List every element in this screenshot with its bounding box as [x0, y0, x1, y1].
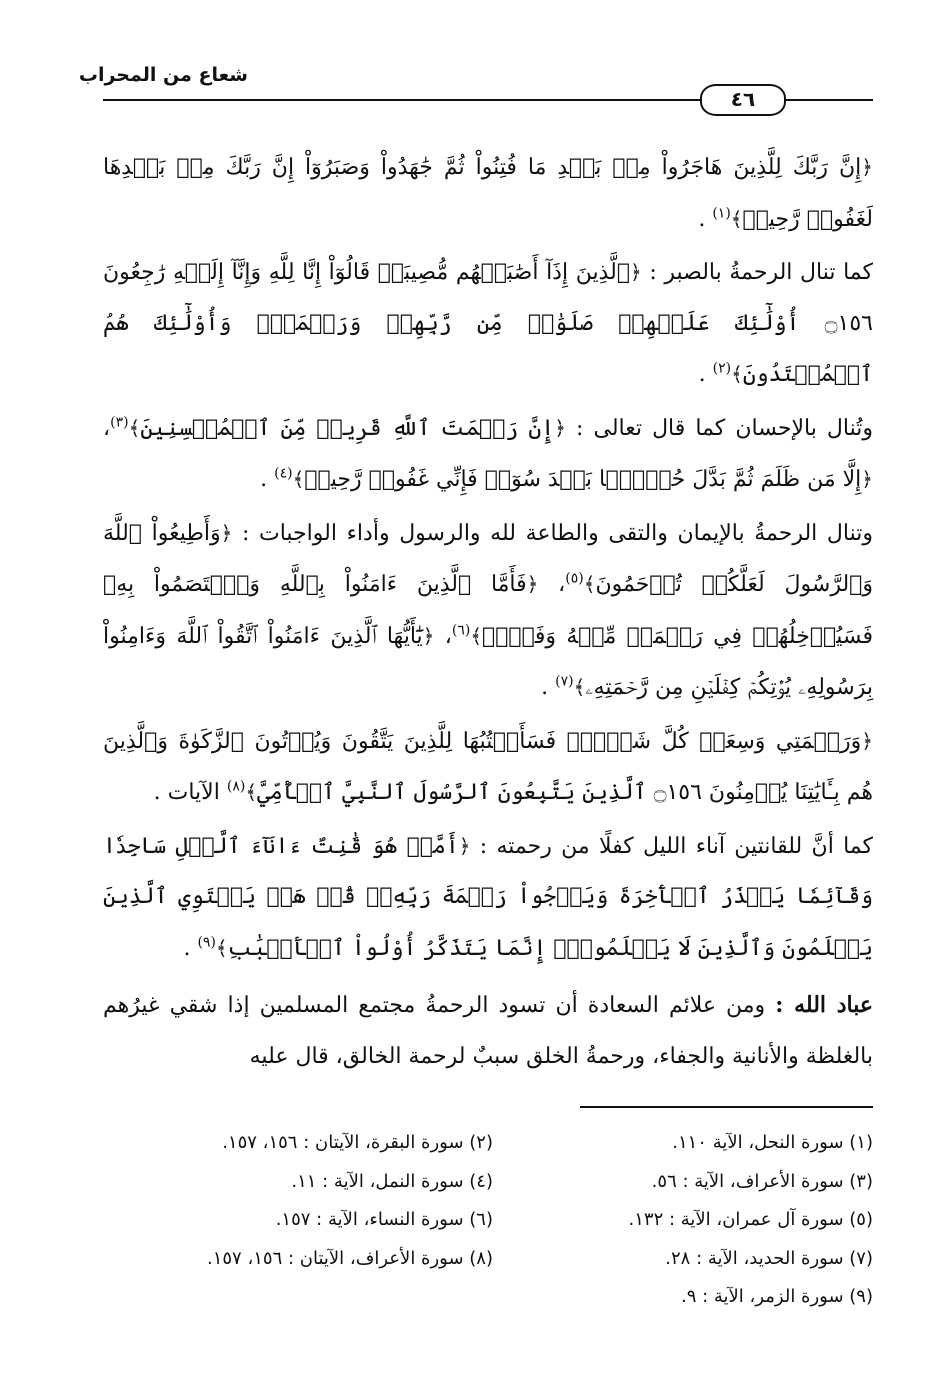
quran-close-bracket: ﴾: [470, 623, 483, 648]
paragraph-4: [103, 508, 873, 714]
footnotes-odd-column: [543, 1124, 873, 1317]
ayah-number-mark: ۝١٥٦: [653, 780, 702, 805]
sentence-end: .: [698, 362, 706, 387]
quran-open-bracket: ﴿: [422, 623, 435, 648]
footnote-ref: (٨): [226, 778, 246, 795]
quran-close-bracket: ﴾: [731, 362, 743, 386]
trailing-text: الآيات .: [153, 780, 220, 805]
lead-text: كما أنَّ للقانتين آناء الليل كفلًا من رحمته :: [479, 833, 873, 859]
footnote-divider: [580, 1106, 873, 1108]
quran-verse: أُوْلَٰٓئِكَ عَلَيۡهِمۡ صَلَوَٰتٞ مِّن رَّبِّهِمۡ وَرَحۡمَةٞۖ وَأُوْلَٰٓئِكَ هُمُ ٱلۡمُهۡتَدُونَ: [103, 310, 873, 387]
running-title: شعاع من المحراب: [78, 64, 248, 86]
footnote-item: (٨) سورة الأعراف، الآيتان : ١٥٦، ١٥٧.: [206, 1247, 493, 1269]
footnote-ref: (٣): [110, 414, 129, 431]
footnote-item: (٩) سورة الزمر، الآية : ٩.: [680, 1286, 873, 1307]
footnote-item: (٥) سورة آل عمران، الآية : ١٣٢.: [628, 1209, 873, 1230]
quran-verse: وَأَطِيعُواْ ٱللَّهَ وَٱلرَّسُولَ لَعَلَّكُمۡ تُرۡحَمُونَ: [103, 520, 873, 597]
footnote-item: (٦) سورة النساء، الآية : ١٥٧.: [275, 1209, 493, 1230]
quran-verse: إِنَّ رَبَّكَ لِلَّذِينَ هَاجَرُواْ مِنۢ بَعۡدِ مَا فُتِنُواْ ثُمَّ جَٰهَدُواْ وَصَبَرُوٓاْ إِنَّ رَبَّكَ مِنۢ بَعۡدِهَا لَغَفُورٞ رَّحِيمٞ: [103, 155, 873, 232]
lead-text: كما تنال الرحمةُ بالصبر :: [649, 260, 873, 285]
sentence-end: .: [698, 206, 706, 232]
paragraph-5: [103, 716, 873, 819]
ayah-number-mark: ۝١٥٦: [824, 310, 873, 336]
lead-text: وتُنال بالإحسان كما قال تعالى :: [576, 415, 873, 441]
quran-open-bracket: ﴿: [458, 833, 471, 858]
paragraph-6: [103, 821, 873, 975]
quran-close-bracket: ﴾: [573, 675, 586, 699]
quran-open-bracket: ﴿: [630, 260, 642, 284]
quran-close-bracket: ﴾: [215, 935, 228, 960]
quran-close-bracket: ﴾: [730, 206, 743, 231]
footnotes-even-column: [103, 1124, 493, 1278]
quran-open-bracket: ﴿: [861, 728, 873, 753]
footnote-ref: (٦): [451, 622, 471, 639]
footnote-ref: (٤): [274, 465, 293, 482]
separator: ،: [103, 415, 111, 441]
quran-open-bracket: ﴿: [220, 520, 233, 545]
footnote-item: (١) سورة النحل، الآية ١١٠.: [672, 1132, 873, 1153]
paragraph-2: [103, 247, 873, 401]
footnote-ref: (٥): [565, 570, 584, 587]
quran-verse: وَرَحۡمَتِي وَسِعَتۡ كُلَّ شَيۡءٖۚ فَسَأَكۡتُبُهَا لِلَّذِينَ يَتَّقُونَ وَيُؤۡتُونَ ٱلزَّكَوٰةَ وَٱلَّذِينَ هُم بِـَٔايَٰتِنَا يُؤۡمِنُونَ: [103, 728, 873, 805]
footnote-item: (٧) سورة الحديد، الآية : ٢٨.: [665, 1247, 873, 1269]
footnote-ref: (٢): [712, 360, 732, 377]
quran-verse: ٱلَّذِينَ إِذَآ أَصَٰبَتۡهُم مُّصِيبَةٞ قَالُوٓاْ إِنَّا لِلَّهِ وَإِنَّآ إِلَيۡهِ رَٰجِعُونَ: [103, 260, 631, 285]
quran-open-bracket: ﴿: [526, 572, 539, 596]
quran-verse: أَمَّنۡ هُوَ قَٰنِتٌ ءَانَآءَ ٱلَّيۡلِ سَاجِدٗا وَقَآئِمٗا يَحۡذَرُ ٱلۡأٓخِرَةَ وَيَرۡجُواْ رَحۡمَةَ رَبِّهِۦۗ قُلۡ هَلۡ يَسۡتَوِي ٱلَّذِينَ يَعۡلَمُونَ وَٱلَّذِينَ لَا يَعۡلَمُونَۗ إِنَّمَا يَتَذَكَّرُ أُوْلُواْ ٱلۡأَلۡبَٰبِ: [103, 833, 873, 961]
footnote-item: (٤) سورة النمل، الآية : ١١.: [291, 1170, 493, 1192]
quran-close-bracket: ﴾: [245, 780, 258, 804]
quran-verse: إِلَّا مَن ظَلَمَ ثُمَّ بَدَّلَ حُسۡنَۢا بَعۡدَ سُوٓءٖ فَإِنِّي غَفُورٞ رَّحِيمٞ: [304, 467, 862, 492]
paragraph-1: [103, 142, 873, 245]
separator: ،: [558, 572, 566, 597]
sentence-end: .: [183, 935, 191, 961]
footnote-ref: (٧): [555, 673, 574, 690]
quran-open-bracket: ﴿: [861, 467, 873, 491]
separator: ،: [444, 623, 452, 649]
quran-open-bracket: ﴿: [554, 415, 566, 440]
sentence-end: .: [541, 675, 549, 700]
paragraph-3: [103, 403, 873, 506]
quran-verse: ٱلَّذِينَ يَتَّبِعُونَ ٱلرَّسُولَ ٱلنَّبِيَّ ٱلۡأُمِّيَّ: [257, 780, 647, 805]
paragraph-7: [103, 980, 873, 1082]
main-text: [103, 142, 873, 1082]
quran-close-bracket: ﴾: [292, 467, 305, 491]
footnote-item: (٣) سورة الأعراف، الآية : ٥٦.: [651, 1170, 873, 1192]
quran-open-bracket: ﴿: [861, 155, 873, 179]
sentence-end: .: [260, 467, 268, 492]
quran-verse: يَٰٓأَيُّهَا ٱلَّذِينَ ءَامَنُواْ ٱتَّقُواْ ٱللَّهَ وَءَامِنُواْ بِرَسُولِهِۦ يُؤۡتِكُمۡ كِفۡلَيۡنِ مِن رَّحۡمَتِهِۦ: [103, 623, 873, 700]
footnote-ref: (٩): [197, 934, 216, 951]
footnote-item: (٢) سورة البقرة، الآيتان : ١٥٦، ١٥٧.: [222, 1132, 493, 1153]
quran-verse: فَأَمَّا ٱلَّذِينَ ءَامَنُواْ بِٱللَّهِ وَٱعۡتَصَمُواْ بِهِۦ فَسَيُدۡخِلُهُمۡ فِي رَحۡمَةٖ مِّنۡهُ وَفَضۡلٖ: [103, 572, 873, 649]
footnote-ref: (١): [712, 205, 731, 222]
quran-close-bracket: ﴾: [128, 415, 141, 440]
quran-verse: إِنَّ رَحۡمَتَ ٱللَّهِ قَرِيبٞ مِّنَ ٱلۡمُحۡسِنِينَ: [140, 415, 555, 441]
body-sentence: ومن علائم السعادة أن تسود الرحمةُ مجتمع المسلمين إذا شقي غيرُهم بالغلظة والأنانية والجفاء، ورحمةُ الخلق سببٌ لرحمة الخالق، قال عليه: [103, 993, 873, 1069]
page-number: ٤٦: [700, 84, 786, 116]
address-lead: عباد الله :: [775, 992, 874, 1018]
lead-text: وتنال الرحمةُ بالإيمان والتقى والطاعة لله والرسول وأداء الواجبات :: [241, 520, 873, 546]
quran-close-bracket: ﴾: [583, 572, 596, 596]
